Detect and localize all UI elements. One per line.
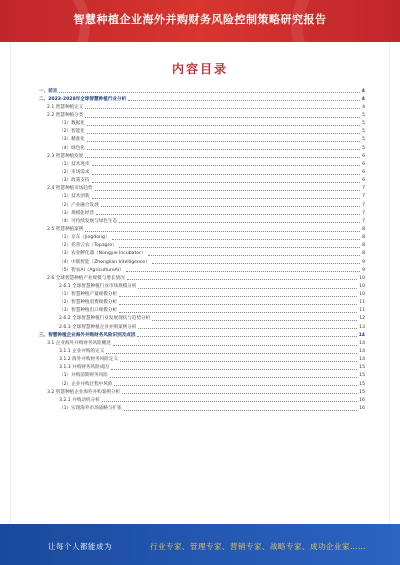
toc-entry-page: 9 (362, 259, 365, 265)
toc-entry[interactable] (39, 143, 365, 151)
toc-leader-dots (138, 288, 357, 289)
toc-entry-label: （3）规模化经营 (59, 210, 95, 216)
toc-entry[interactable] (39, 306, 365, 314)
toc-entry-label: 2.6.2 全球智慧种植行业发展现状与趋势分析 (59, 316, 151, 322)
toc-entry[interactable] (39, 371, 365, 379)
toc-entry[interactable] (39, 102, 365, 110)
toc-leader-dots (119, 312, 357, 313)
toc-entry-page: 5 (362, 145, 365, 151)
footer-roles: 行业专家、管理专家、营销专家、战略专家、成功企业家…… (150, 542, 366, 551)
toc-leader-dots (127, 279, 357, 280)
toc-entry-label: （5）智农AI（AgricultureAI） (59, 267, 124, 273)
toc-entry-label: （1）京东（Jingdong） (59, 235, 110, 241)
toc-leader-dots (122, 393, 357, 394)
toc-leader-dots (87, 125, 360, 126)
toc-entry-page: 7 (362, 186, 365, 192)
toc-entry[interactable] (39, 249, 365, 257)
toc-leader-dots (113, 345, 357, 346)
toc-entry-label: 2.1 智慧种植定义 (47, 104, 84, 110)
toc-entry-page: 15 (359, 373, 365, 379)
toc-entry[interactable] (39, 338, 365, 346)
toc-entry-page: 4 (362, 104, 365, 110)
toc-leader-dots (119, 222, 360, 223)
toc-entry[interactable] (39, 314, 365, 322)
toc-entry-label: （1）并购前期财务风险 (59, 373, 108, 379)
toc-entry-page: 10 (359, 283, 365, 289)
toc-entry[interactable] (39, 347, 365, 355)
toc-entry[interactable] (39, 159, 365, 167)
toc-leader-dots (87, 149, 360, 150)
toc-entry-label: （2）智慧种植消费规模分析 (59, 300, 118, 306)
toc-entry-page: 4 (361, 96, 365, 102)
toc-entry-page: 8 (362, 235, 365, 241)
toc-entry-label: （1）智慧种植产量规模分析 (59, 292, 118, 298)
toc-leader-dots (148, 255, 361, 256)
toc-leader-dots (85, 231, 360, 232)
toc-entry[interactable] (39, 241, 365, 249)
toc-leader-dots (92, 165, 361, 166)
toc-entry[interactable] (39, 200, 365, 208)
toc-entry[interactable] (39, 387, 365, 395)
toc-entry-page: 14 (358, 332, 365, 338)
toc-entry-label: （4）绿色化 (59, 145, 85, 151)
toc-entry-page: 7 (362, 194, 365, 200)
toc-entry-label: （2）产业融合发展 (59, 202, 99, 208)
toc-leader-dots (112, 239, 361, 240)
toc-leader-dots (152, 263, 360, 264)
toc-entry[interactable] (39, 363, 365, 371)
toc-entry-label: 2.3 智慧种植发展 (47, 153, 84, 159)
toc-entry[interactable] (39, 233, 365, 241)
footer-banner (0, 524, 400, 565)
toc-entry-page: 10 (359, 292, 365, 298)
toc-title: 内容目录 (171, 62, 228, 76)
toc-leader-dots (106, 353, 357, 354)
document-page (10, 42, 390, 524)
toc-entry-label: 3.2.1 并购动机分析 (59, 397, 100, 403)
toc-leader-dots (87, 133, 360, 134)
toc-leader-dots (87, 141, 360, 142)
toc-leader-dots (114, 385, 357, 386)
toc-entry-page: 8 (362, 243, 365, 249)
toc-leader-dots (85, 117, 360, 118)
toc-entry[interactable] (39, 110, 365, 118)
toc-entry[interactable] (39, 281, 365, 289)
toc-entry[interactable] (39, 119, 365, 127)
toc-entry[interactable] (39, 298, 365, 306)
toc-entry[interactable] (39, 290, 365, 298)
toc-entry-page: 16 (359, 397, 365, 403)
header-banner (0, 0, 400, 42)
toc-leader-dots (102, 401, 357, 402)
toc-leader-dots (95, 190, 361, 191)
toc-entry[interactable] (39, 176, 365, 184)
toc-entry[interactable] (39, 355, 365, 363)
toc-entry-page: 13 (359, 324, 365, 330)
toc-entry-label: 二、2023-2028年全球智慧种植行业分析 (39, 96, 127, 102)
toc-leader-dots (110, 377, 357, 378)
toc-entry-page: 8 (362, 251, 365, 257)
toc-entry-page: 7 (362, 218, 365, 224)
toc-leader-dots (59, 92, 359, 93)
toc-entry-page: 6 (362, 178, 365, 184)
toc-entry-page: 14 (359, 349, 365, 355)
toc-entry-label: 2.2 智慧种植分类 (47, 112, 84, 118)
toc-entry-label: （1）实现海外市场战略与扩张 (59, 406, 122, 412)
toc-entry-label: 2.4 智慧种植市场趋势 (47, 186, 93, 192)
toc-entry[interactable] (39, 151, 365, 159)
toc-entry-label: 3.1.1 企业并购的定义 (59, 349, 105, 355)
toc-entry-page: 5 (362, 112, 365, 118)
toc-entry-label: 3.1.2 海外并购财务风险定义 (59, 357, 119, 363)
toc-leader-dots (92, 174, 361, 175)
toc-entry-page: 12 (359, 316, 365, 322)
toc-leader-dots (124, 410, 357, 411)
toc-entry-label: 2.6 全球智慧种植产业规模与增长情况 (47, 275, 125, 281)
toc-entry-label: （4）中联智能（Zhonglian Intelligence） (59, 259, 150, 265)
toc-entry[interactable] (39, 192, 365, 200)
toc-entry-label: （3）精准化 (59, 137, 85, 143)
toc-leader-dots (96, 214, 360, 215)
toc-entry[interactable] (39, 273, 365, 281)
toc-entry-label: （1）数据化 (59, 121, 85, 127)
toc-entry-label: 2.6.3 全球智慧种植企业并购案例分析 (59, 324, 137, 330)
toc-entry[interactable] (39, 167, 365, 175)
toc-entry-label: （3）政策支持 (59, 178, 90, 184)
toc-entry[interactable] (39, 330, 365, 338)
toc-leader-dots (92, 198, 361, 199)
toc-entry[interactable] (39, 94, 365, 102)
report-title: 智慧种植企业海外并购财务风险控制策略研究报告 (73, 13, 327, 26)
toc-leader-dots (126, 271, 360, 272)
toc-entry-label: 一、前言 (39, 88, 58, 94)
toc-entry-page: 11 (359, 308, 365, 314)
toc-entry-page: 5 (362, 121, 365, 127)
toc-entry[interactable] (39, 379, 365, 387)
toc-entry-label: 2.6.1 全球智慧种植行业市场规模分析 (59, 283, 137, 289)
toc-leader-dots (120, 361, 357, 362)
toc-entry[interactable] (39, 224, 365, 232)
toc-entry[interactable] (39, 135, 365, 143)
toc-entry-page: 4 (361, 88, 365, 94)
toc-leader-dots (128, 100, 360, 101)
toc-leader-dots (138, 328, 357, 329)
toc-entry-page: 9 (362, 267, 365, 273)
toc-entry[interactable] (39, 127, 365, 135)
toc-entry-page: 5 (362, 137, 365, 143)
toc-entry-page: 15 (359, 365, 365, 371)
toc-entry-label: （2）市场需求 (59, 169, 90, 175)
toc-entry-page: 14 (359, 357, 365, 363)
toc-leader-dots (119, 296, 357, 297)
toc-entry-label: （1）技术创新 (59, 194, 90, 200)
toc-entry-label: 3.2 智慧种植企业海外并购案例分析 (47, 389, 121, 395)
toc-leader-dots (92, 182, 361, 183)
toc-leader-dots (101, 206, 360, 207)
toc-entry-page: 6 (362, 161, 365, 167)
toc-entry-label: 3.1 企业海外并购财务风险概述 (47, 340, 111, 346)
toc-entry-page: 15 (359, 381, 365, 387)
toc-entry-label: （3）农业孵化器（Nongyie Incubator） (59, 251, 146, 257)
toc-entry-page: 5 (362, 129, 365, 135)
toc-entry-label: （1）技术进步 (59, 161, 90, 167)
toc-entry[interactable] (39, 322, 365, 330)
toc-leader-dots (119, 304, 357, 305)
toc-entry-label: 三、智慧种植企业海外并购财务风险识别及成因 (39, 332, 136, 338)
toc-entry-label: 2.5 智慧种植案例 (47, 226, 84, 232)
toc-entry-page: 7 (362, 202, 365, 208)
toc-leader-dots (85, 157, 360, 158)
toc-entry[interactable] (39, 208, 365, 216)
toc-leader-dots (119, 247, 360, 248)
toc-leader-dots (137, 336, 356, 337)
toc-entry-page: 11 (359, 300, 365, 306)
toc-leader-dots (152, 320, 357, 321)
footer-lead: 让每个人都能成为 (48, 542, 112, 551)
toc-entry[interactable] (39, 216, 365, 224)
toc-entry[interactable] (39, 403, 365, 411)
toc-entry-label: （3）智慧种植出口规模分析 (59, 308, 118, 314)
toc-leader-dots (111, 369, 357, 370)
toc-entry-label: （4）可持续发展与绿色生态 (59, 218, 118, 224)
toc-leader-dots (85, 108, 360, 109)
toc-entry[interactable] (39, 184, 365, 192)
toc-entry-page: 14 (359, 340, 365, 346)
toc-entry-label: （2）智能化 (59, 129, 85, 135)
toc-entry-page: 10 (359, 275, 365, 281)
toc-entry-label: （2）企业并购过程中风险 (59, 381, 113, 387)
toc-entry-page: 6 (362, 169, 365, 175)
toc-entry-page: 16 (359, 406, 365, 412)
toc-entry-page: 6 (362, 153, 365, 159)
toc-entry-page: 15 (359, 389, 365, 395)
toc-entry[interactable] (39, 257, 365, 265)
toc-entry[interactable] (39, 86, 365, 94)
toc-entry-page: 7 (362, 210, 365, 216)
toc-entry[interactable] (39, 395, 365, 403)
toc-entry[interactable] (39, 265, 365, 273)
toc-entry-label: （2）托普云农（Topagro） (59, 243, 117, 249)
toc-entry-label: 3.1.3 并购财务风险成因 (59, 365, 109, 371)
toc-entry-page: 8 (362, 226, 365, 232)
toc-list (39, 86, 365, 412)
